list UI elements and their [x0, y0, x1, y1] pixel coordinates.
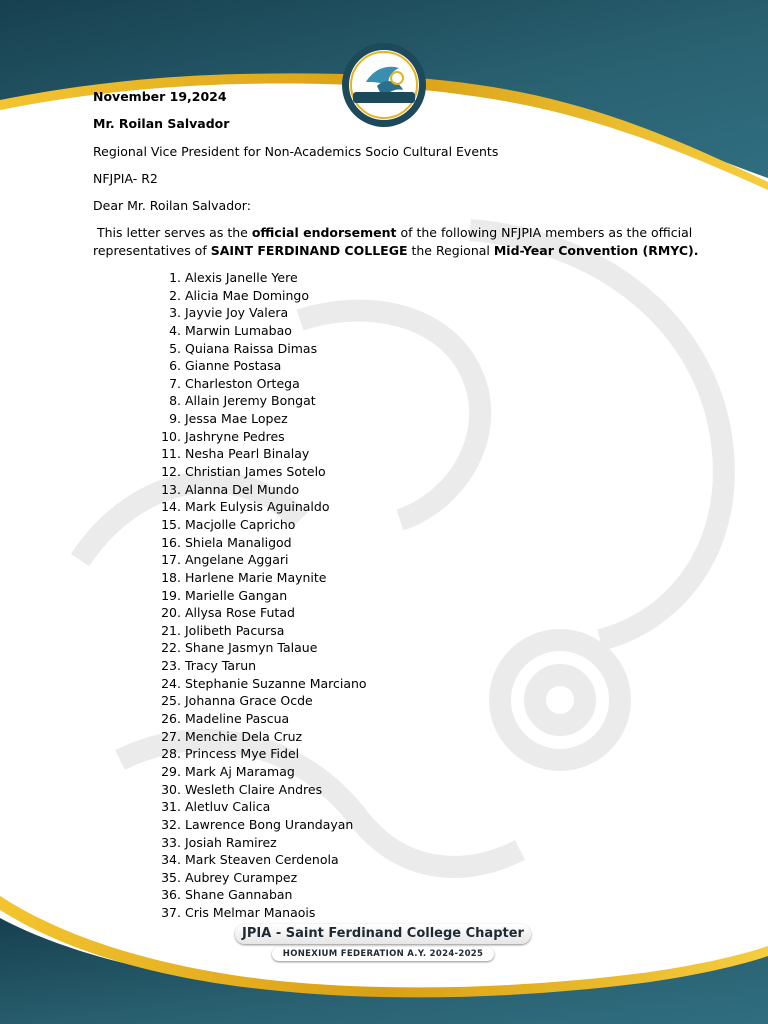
member-name: Johanna Grace Ocde [185, 693, 313, 709]
member-name: Harlene Marie Maynite [185, 569, 327, 585]
member-list-item [155, 639, 367, 657]
phoenix-bird-icon [341, 42, 427, 128]
member-number: 33. [161, 834, 181, 850]
member-name: Shane Jasmyn Talaue [185, 640, 318, 656]
member-number: 28. [161, 746, 181, 762]
member-name: Alanna Del Mundo [185, 481, 300, 497]
member-list-item [155, 781, 367, 799]
member-number: 11. [161, 446, 181, 462]
member-number: 6. [169, 358, 181, 374]
body-paragraph [93, 224, 699, 259]
member-number: 9. [169, 411, 181, 427]
member-name: Menchie Dela Cruz [185, 728, 303, 744]
member-list-item [155, 498, 367, 516]
member-name: Tracy Tarun [185, 658, 257, 674]
body-text: This letter serves as the [93, 225, 252, 240]
recipient-org: NFJPIA- R2 [93, 171, 158, 186]
salutation: Dear Mr. Roilan Salvador: [93, 198, 251, 213]
member-name: Allysa Rose Futad [185, 605, 295, 621]
member-list-item [155, 886, 367, 904]
member-number: 13. [161, 481, 181, 497]
member-number: 4. [169, 322, 181, 338]
body-line-1 [93, 224, 693, 242]
member-number: 18. [161, 569, 181, 585]
member-number: 35. [161, 869, 181, 885]
member-list-item [155, 428, 367, 446]
member-list-item [155, 745, 367, 763]
member-number: 1. [169, 270, 181, 285]
chapter-badge: JPIA - Saint Ferdinand College Chapter [235, 924, 531, 944]
member-list-item [155, 728, 367, 746]
member-list-item [155, 340, 367, 358]
member-number: 22. [161, 640, 181, 656]
member-list-item [155, 622, 367, 640]
member-number: 29. [161, 763, 181, 779]
member-name: Quiana Raissa Dimas [185, 340, 318, 356]
member-name: Nesha Pearl Binalay [185, 446, 310, 462]
member-number: 26. [161, 711, 181, 727]
member-name: Angelane Aggari [185, 552, 289, 568]
member-list-item [155, 445, 367, 463]
member-name: Shane Gannaban [185, 887, 293, 903]
member-number: 14. [161, 499, 181, 515]
member-name: Alexis Janelle Yere [185, 270, 298, 285]
member-list-item [155, 798, 367, 816]
member-number: 5. [169, 340, 181, 356]
member-name: Marielle Gangan [185, 587, 288, 603]
member-list-item [155, 410, 367, 428]
member-list-item [155, 534, 367, 552]
member-name: Alicia Mae Domingo [185, 287, 310, 303]
member-list-item [155, 604, 367, 622]
member-number: 8. [169, 393, 181, 409]
member-name: Gianne Postasa [185, 358, 282, 374]
body-text: representatives of [93, 242, 211, 258]
member-number: 34. [161, 852, 181, 868]
member-list-item [155, 869, 367, 887]
member-list-item [155, 851, 367, 869]
member-name: Charleston Ortega [185, 375, 300, 391]
member-name: Jessa Mae Lopez [185, 411, 288, 427]
member-name: Mark Steaven Cerdenola [185, 852, 339, 868]
member-list-item [155, 904, 367, 922]
member-name: Macjolle Capricho [185, 516, 296, 532]
member-name: Jolibeth Pacursa [185, 622, 285, 638]
member-list-item [155, 357, 367, 375]
member-name: Cris Melmar Manaois [185, 905, 316, 921]
body-line-2 [93, 242, 699, 260]
member-name: Aletluv Calica [185, 799, 271, 815]
member-number: 36. [161, 887, 181, 903]
member-name: Josiah Ramirez [185, 834, 277, 850]
member-name: Princess Mye Fidel [185, 746, 300, 762]
member-number: 27. [161, 728, 181, 744]
member-list [155, 269, 367, 922]
member-name: Stephanie Suzanne Marciano [185, 675, 367, 691]
member-number: 10. [161, 428, 181, 444]
body-text: of the following NFJPIA members as the official [396, 225, 693, 240]
member-number: 30. [161, 781, 181, 797]
member-list-item [155, 516, 367, 534]
member-list-item [155, 675, 367, 693]
member-list-item [155, 304, 367, 322]
member-list-item [155, 710, 367, 728]
member-number: 17. [161, 552, 181, 568]
member-number: 16. [161, 534, 181, 550]
member-number: 20. [161, 605, 181, 621]
member-name: Mark Eulysis Aguinaldo [185, 499, 330, 515]
member-name: Jayvie Joy Valera [185, 305, 289, 321]
member-list-item [155, 269, 367, 287]
member-name: Aubrey Curampez [185, 869, 298, 885]
member-list-item [155, 392, 367, 410]
member-list-item [155, 587, 367, 605]
honexium-logo [341, 42, 427, 128]
member-list-item [155, 657, 367, 675]
body-emphasis: official endorsement [251, 225, 397, 240]
member-name: Marwin Lumabao [185, 322, 292, 338]
member-list-item [155, 463, 367, 481]
letter-date: November 19,2024 [93, 89, 227, 104]
member-number: 12. [161, 464, 181, 480]
member-name: Lawrence Bong Urandayan [185, 816, 354, 832]
member-number: 32. [161, 816, 181, 832]
body-text: the Regional [407, 242, 494, 258]
member-number: 23. [161, 658, 181, 674]
member-list-item [155, 692, 367, 710]
recipient-title: Regional Vice President for Non-Academics Socio Cultural Events [93, 144, 499, 159]
member-number: 31. [161, 799, 181, 815]
member-name: Christian James Sotelo [185, 464, 326, 480]
member-list-item [155, 551, 367, 569]
member-list-item [155, 375, 367, 393]
federation-badge: HONEXIUM FEDERATION A.Y. 2024-2025 [272, 947, 494, 961]
member-name: Shiela Manaligod [185, 534, 292, 550]
convention-name: Mid-Year Convention (RMYC). [493, 242, 699, 258]
member-name: Madeline Pascua [185, 711, 290, 727]
recipient-name: Mr. Roilan Salvador [93, 116, 230, 131]
member-name: Allain Jeremy Bongat [185, 393, 316, 409]
college-name: SAINT FERDINAND COLLEGE [210, 242, 408, 258]
member-name: Wesleth Claire Andres [185, 781, 323, 797]
member-list-item [155, 834, 367, 852]
member-list-item [155, 481, 367, 499]
member-list-item [155, 569, 367, 587]
member-list-item [155, 763, 367, 781]
member-number: 7. [169, 375, 181, 391]
member-name: Jashryne Pedres [185, 428, 285, 444]
member-list-item [155, 816, 367, 834]
member-number: 2. [169, 287, 181, 303]
member-list-item [155, 287, 367, 305]
member-number: 37. [161, 905, 181, 921]
member-list-item [155, 322, 367, 340]
member-number: 25. [161, 693, 181, 709]
member-number: 15. [161, 516, 181, 532]
member-number: 3. [169, 305, 181, 321]
member-number: 19. [161, 587, 181, 603]
member-number: 24. [161, 675, 181, 691]
member-number: 21. [161, 622, 181, 638]
member-name: Mark Aj Maramag [185, 763, 295, 779]
